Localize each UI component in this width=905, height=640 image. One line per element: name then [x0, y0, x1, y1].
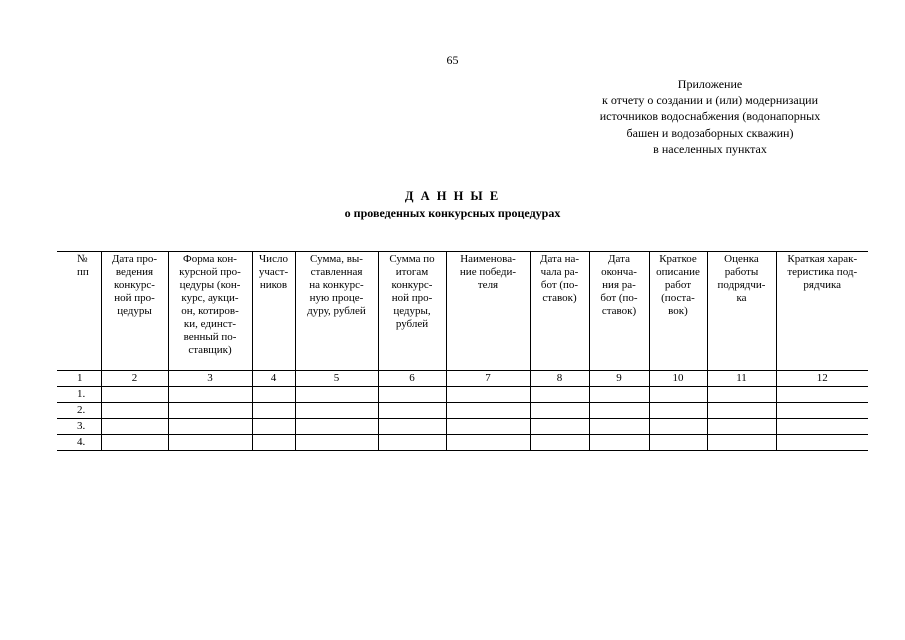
- empty-cell: [776, 403, 868, 419]
- column-number: 6: [378, 371, 446, 387]
- appendix-line: источников водоснабжения (водонапорных: [599, 109, 821, 124]
- column-number: 2: [101, 371, 168, 387]
- table-header-row: [57, 252, 868, 371]
- empty-cell: [378, 435, 446, 451]
- empty-cell: [707, 387, 776, 403]
- row-number: 2.: [57, 403, 101, 419]
- column-header: № пп: [57, 252, 101, 371]
- empty-cell: [776, 435, 868, 451]
- empty-cell: [446, 403, 530, 419]
- empty-cell: [530, 419, 589, 435]
- empty-cell: [530, 403, 589, 419]
- empty-cell: [295, 403, 378, 419]
- procedures-table: [57, 251, 868, 451]
- empty-cell: [295, 387, 378, 403]
- column-header: Форма кон- курсной про- цедуры (кон- курс, аукци- он, котиров- ки, единст- венный по- ставщик): [168, 252, 252, 371]
- empty-cell: [589, 419, 649, 435]
- appendix-line: в населенных пунктах: [653, 141, 767, 156]
- column-number: 11: [707, 371, 776, 387]
- empty-cell: [589, 435, 649, 451]
- appendix-note: [560, 76, 860, 157]
- empty-cell: [776, 419, 868, 435]
- empty-cell: [446, 387, 530, 403]
- empty-cell: [707, 403, 776, 419]
- column-number: 9: [589, 371, 649, 387]
- row-number: 4.: [57, 435, 101, 451]
- empty-cell: [252, 403, 295, 419]
- column-header: Дата оконча- ния ра- бот (по- ставок): [589, 252, 649, 371]
- empty-cell: [168, 387, 252, 403]
- empty-cell: [378, 403, 446, 419]
- column-number: 8: [530, 371, 589, 387]
- empty-cell: [649, 435, 707, 451]
- empty-cell: [649, 403, 707, 419]
- empty-cell: [649, 419, 707, 435]
- column-header: Дата про- ведения конкурс- ной про- цедуры: [101, 252, 168, 371]
- empty-cell: [295, 435, 378, 451]
- column-number-row: [57, 371, 868, 387]
- table-row: [57, 419, 868, 435]
- column-number: 12: [776, 371, 868, 387]
- empty-cell: [101, 419, 168, 435]
- document-subtitle: о проведенных конкурсных процедурах: [344, 206, 561, 220]
- empty-cell: [101, 435, 168, 451]
- empty-cell: [168, 435, 252, 451]
- empty-cell: [101, 403, 168, 419]
- appendix-line: к отчету о создании и (или) модернизации: [601, 93, 818, 108]
- column-number: 5: [295, 371, 378, 387]
- column-number: 3: [168, 371, 252, 387]
- column-header: Краткая харак- теристика под- рядчика: [776, 252, 868, 371]
- empty-cell: [649, 387, 707, 403]
- column-number: 1: [57, 371, 101, 387]
- empty-cell: [295, 419, 378, 435]
- row-number: 3.: [57, 419, 101, 435]
- empty-cell: [168, 403, 252, 419]
- column-header: Сумма по итогам конкурс- ной про- цедуры, рублей: [378, 252, 446, 371]
- empty-cell: [446, 419, 530, 435]
- empty-cell: [252, 419, 295, 435]
- column-header: Сумма, вы- ставленная на конкурс- ную проце- дуру, рублей: [295, 252, 378, 371]
- empty-cell: [707, 435, 776, 451]
- empty-cell: [101, 387, 168, 403]
- empty-cell: [589, 387, 649, 403]
- empty-cell: [776, 387, 868, 403]
- column-number: 7: [446, 371, 530, 387]
- empty-cell: [530, 387, 589, 403]
- empty-cell: [252, 435, 295, 451]
- empty-cell: [530, 435, 589, 451]
- column-header: Оценка работы подрядчи- ка: [707, 252, 776, 371]
- table-row: [57, 403, 868, 419]
- appendix-line: башен и водозаборных скважин): [626, 125, 794, 140]
- column-header: Дата на- чала ра- бот (по- ставок): [530, 252, 589, 371]
- empty-cell: [589, 403, 649, 419]
- column-number: 4: [252, 371, 295, 387]
- column-header: Число участ- ников: [252, 252, 295, 371]
- empty-cell: [168, 419, 252, 435]
- empty-cell: [378, 387, 446, 403]
- document-title: Д А Н Н Ы Е: [404, 189, 501, 203]
- column-number: 10: [649, 371, 707, 387]
- appendix-line: Приложение: [677, 77, 743, 91]
- page-number: 65: [446, 53, 459, 67]
- table-row: [57, 435, 868, 451]
- row-number: 1.: [57, 387, 101, 403]
- table-row: [57, 387, 868, 403]
- column-header: Краткое описание работ (поста- вок): [649, 252, 707, 371]
- empty-cell: [378, 419, 446, 435]
- empty-cell: [446, 435, 530, 451]
- column-header: Наименова- ние победи- теля: [446, 252, 530, 371]
- empty-cell: [707, 419, 776, 435]
- empty-cell: [252, 387, 295, 403]
